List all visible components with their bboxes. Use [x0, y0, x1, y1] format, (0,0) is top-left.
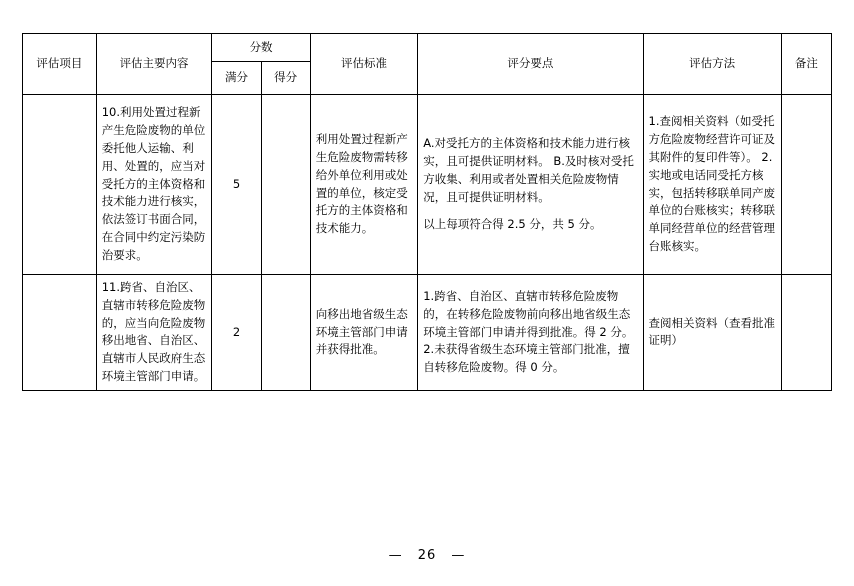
- footer-dash-left: —: [388, 548, 403, 563]
- page-footer: [0, 548, 854, 563]
- row-eval-standard: 利用处置过程新产生危险废物需转移给外单位利用或处置的单位，核定受托方的主体资格和技术能力。: [310, 95, 418, 275]
- row-full-score: 5: [212, 95, 261, 275]
- header-eval-method: 评估方法: [643, 34, 781, 95]
- header-remark: 备注: [781, 34, 831, 95]
- row-earned-score: [261, 275, 310, 391]
- header-earned-score: 得分: [261, 62, 310, 95]
- header-eval-content: 评估主要内容: [96, 34, 212, 95]
- row-full-score: 2: [212, 275, 261, 391]
- page-number: 26: [417, 548, 437, 563]
- row-eval-item: [23, 95, 97, 275]
- eval-method-1: 1.查阅相关资料（如受托方危险废物经营许可证及其附件的复印件等）。: [648, 114, 775, 164]
- spacer: [423, 207, 637, 216]
- header-score-group: 分数: [212, 34, 310, 62]
- row-remark: [781, 275, 831, 391]
- row-eval-item: [23, 275, 97, 391]
- header-eval-standard: 评估标准: [310, 34, 418, 95]
- table-row: [23, 95, 832, 275]
- row-eval-standard: 向移出地省级生态环境主管部门申请并获得批准。: [310, 275, 418, 391]
- row-eval-content: 11.跨省、自治区、直辖市转移危险废物的，应当向危险废物移出地省、自治区、直辖市人民政府生态环境主管部门申请。: [96, 275, 212, 391]
- scoring-point-2: 2.未获得省级生态环境主管部门批准，擅自转移危险废物。得 0 分。: [423, 342, 630, 375]
- scoring-point-1: 1.跨省、自治区、直辖市转移危险废物的，在转移危险废物前向移出地省级生态环境主管部门申请并得到批准。得 2 分。: [423, 288, 634, 339]
- row-remark: [781, 95, 831, 275]
- row-eval-content: 10.利用处置过程新产生危险废物的单位委托他人运输、利用、处置的，应当对受托方的主体资格和技术能力进行核实，依法签订书面合同，在合同中约定污染防治要求。: [96, 95, 212, 275]
- footer-dash-right: —: [451, 548, 466, 563]
- header-scoring-points: 评分要点: [418, 34, 643, 95]
- table-row: [23, 275, 832, 391]
- table-header-row: [23, 34, 832, 62]
- scoring-point-b: B.及时核对受托方收集、利用或者处置相关危险废物情况，且可提供证明材料。: [423, 154, 634, 204]
- scoring-point-a: A.对受托方的主体资格和技术能力进行核实，且可提供证明材料。: [423, 136, 631, 169]
- row-eval-method: [643, 275, 781, 391]
- eval-method-2: 2.实地或电话同受托方核实，包括转移联单同产废单位的台账核实；转移联单同经营单位的经营管理台账核实。: [648, 149, 775, 253]
- row-eval-method: [643, 95, 781, 275]
- header-eval-item: 评估项目: [23, 34, 97, 95]
- eval-method-1: 查阅相关资料（查看批准证明）: [648, 315, 775, 348]
- header-full-score: 满分: [212, 62, 261, 95]
- row-earned-score: [261, 95, 310, 275]
- scoring-point-total: 以上每项符合得 2.5 分，共 5 分。: [423, 216, 602, 231]
- row-scoring-points: [418, 95, 643, 275]
- row-scoring-points: [418, 275, 643, 391]
- evaluation-table: [22, 33, 832, 391]
